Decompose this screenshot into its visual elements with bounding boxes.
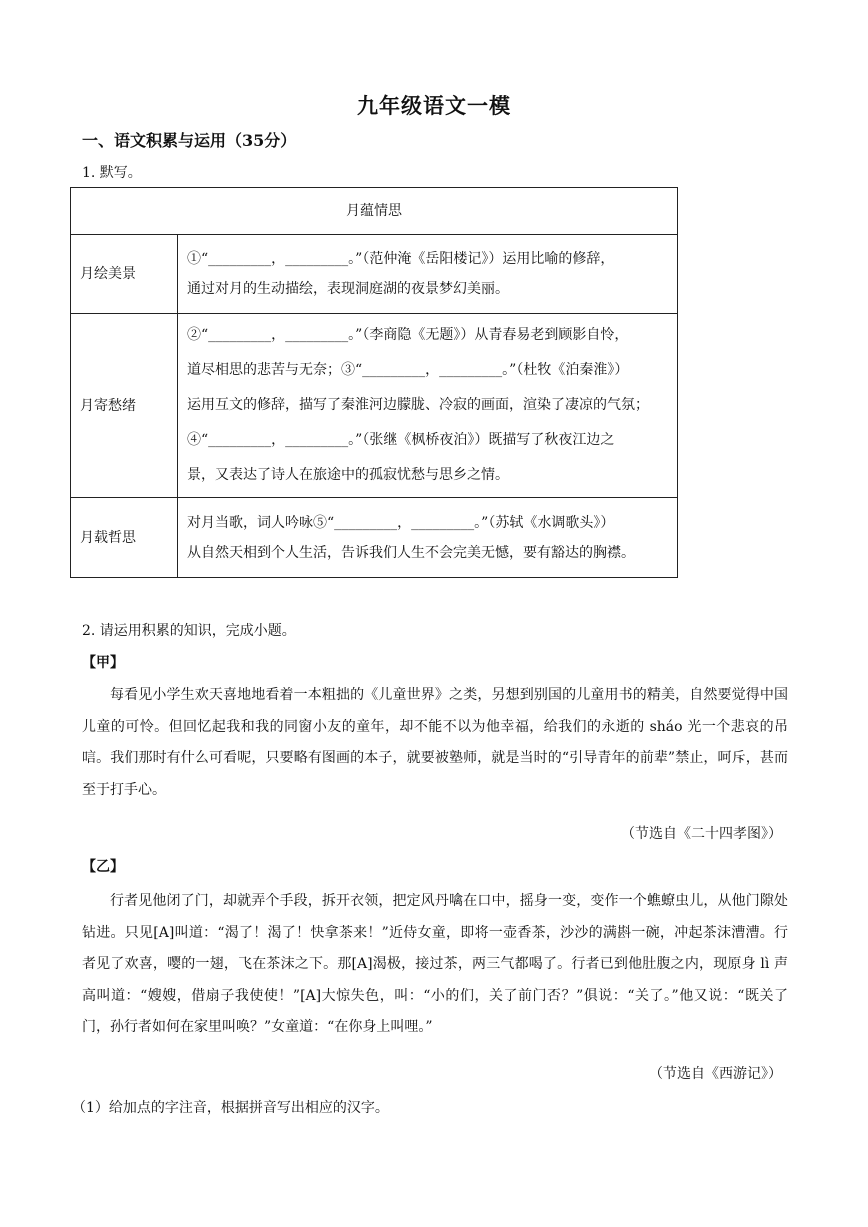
passage-yi-label: 【乙】 — [82, 859, 124, 875]
recitation-table — [70, 187, 678, 578]
passage-jia: 每看见小学生欢天喜地地看着一本粗拙的《儿童世界》之类，另想到别国的儿童用书的精美，自然要觉得中国儿童的可怜。但回忆起我和我的同窗小友的童年，却不能不以为他幸福，给我们的永逝的 sháo 光一个悲哀的吊唁。我们那时有什么可看呢，只要略有图画的本子，就要被塾师，就是当时的“引导青年的前辈”禁止，呵斥，甚而至于打手心。 — [82, 687, 788, 798]
table-header: 月蕴情思 — [71, 188, 678, 235]
row-content: ①“_________，_________。”（范仲淹《岳阳楼记》）运用比喻的修辞， 通过对月的生动描绘，表现洞庭湖的夜景梦幻美丽。 — [178, 235, 678, 314]
sub-question-1: （1）给加点的字注音，根据拼音写出相应的汉字。 — [72, 1100, 389, 1116]
section-heading: 一、语文积累与运用（35分） — [82, 131, 297, 150]
row-content: ②“_________，_________。”（李商隐《无题》）从青春易老到顾影自怜， 道尽相思的悲苦与无奈；③“_________，_________。”（杜牧《泊秦淮》） 运用互文的修辞，描写了秦淮河边朦胧、冷寂的画面，渲染了凄凉的气氛； ④“_________，_________。”（张继《枫桥夜泊》）既描写了秋夜江边之 景，又表达了诗人在旅途中的孤寂忧愁与思乡之情。 — [178, 314, 678, 498]
passage-jia-label: 【甲】 — [82, 655, 124, 671]
question-2: 2. 请运用积累的知识，完成小题。 — [82, 623, 296, 639]
row-label: 月寄愁绪 — [71, 314, 178, 498]
page-title: 九年级语文一模 — [357, 93, 511, 118]
passage-jia-source: （节选自《二十四孝图》） — [621, 826, 782, 842]
row-content: 对月当歌，词人吟咏⑤“_________，_________。”（苏轼《水调歌头》） 从自然天相到个人生活，告诉我们人生不会完美无憾，要有豁达的胸襟。 — [178, 498, 678, 578]
row-label: 月载哲思 — [71, 498, 178, 578]
passage-yi: 行者见他闭了门，却就弄个手段，拆开衣领，把定风丹噙在口中，摇身一变，变作一个蟭蟟虫儿，从他门隙处钻进。只见[A]叫道：“渴了！渴了！快拿茶来！”近侍女童，即将一壶香茶，沙沙的满斟一碗，冲起茶沫漕漕。行者见了欢喜，嘤的一翅，飞在茶沫之下。那[A]渴极，接过茶，两三气都喝了。行者已到他肚腹之内，现原身 lì 声高叫道：“嫂嫂，借扇子我使使！”[A]大惊失色，叫：“小的们，关了前门否？”俱说：“关了。”他又说：“既关了门，孙行者如何在家里叫唤？”女童道：“在你身上叫哩。” — [82, 893, 788, 1035]
question-1: 1. 默写。 — [82, 165, 142, 181]
row-label: 月绘美景 — [71, 235, 178, 314]
passage-yi-source: （节选自《西游记》） — [649, 1066, 782, 1082]
